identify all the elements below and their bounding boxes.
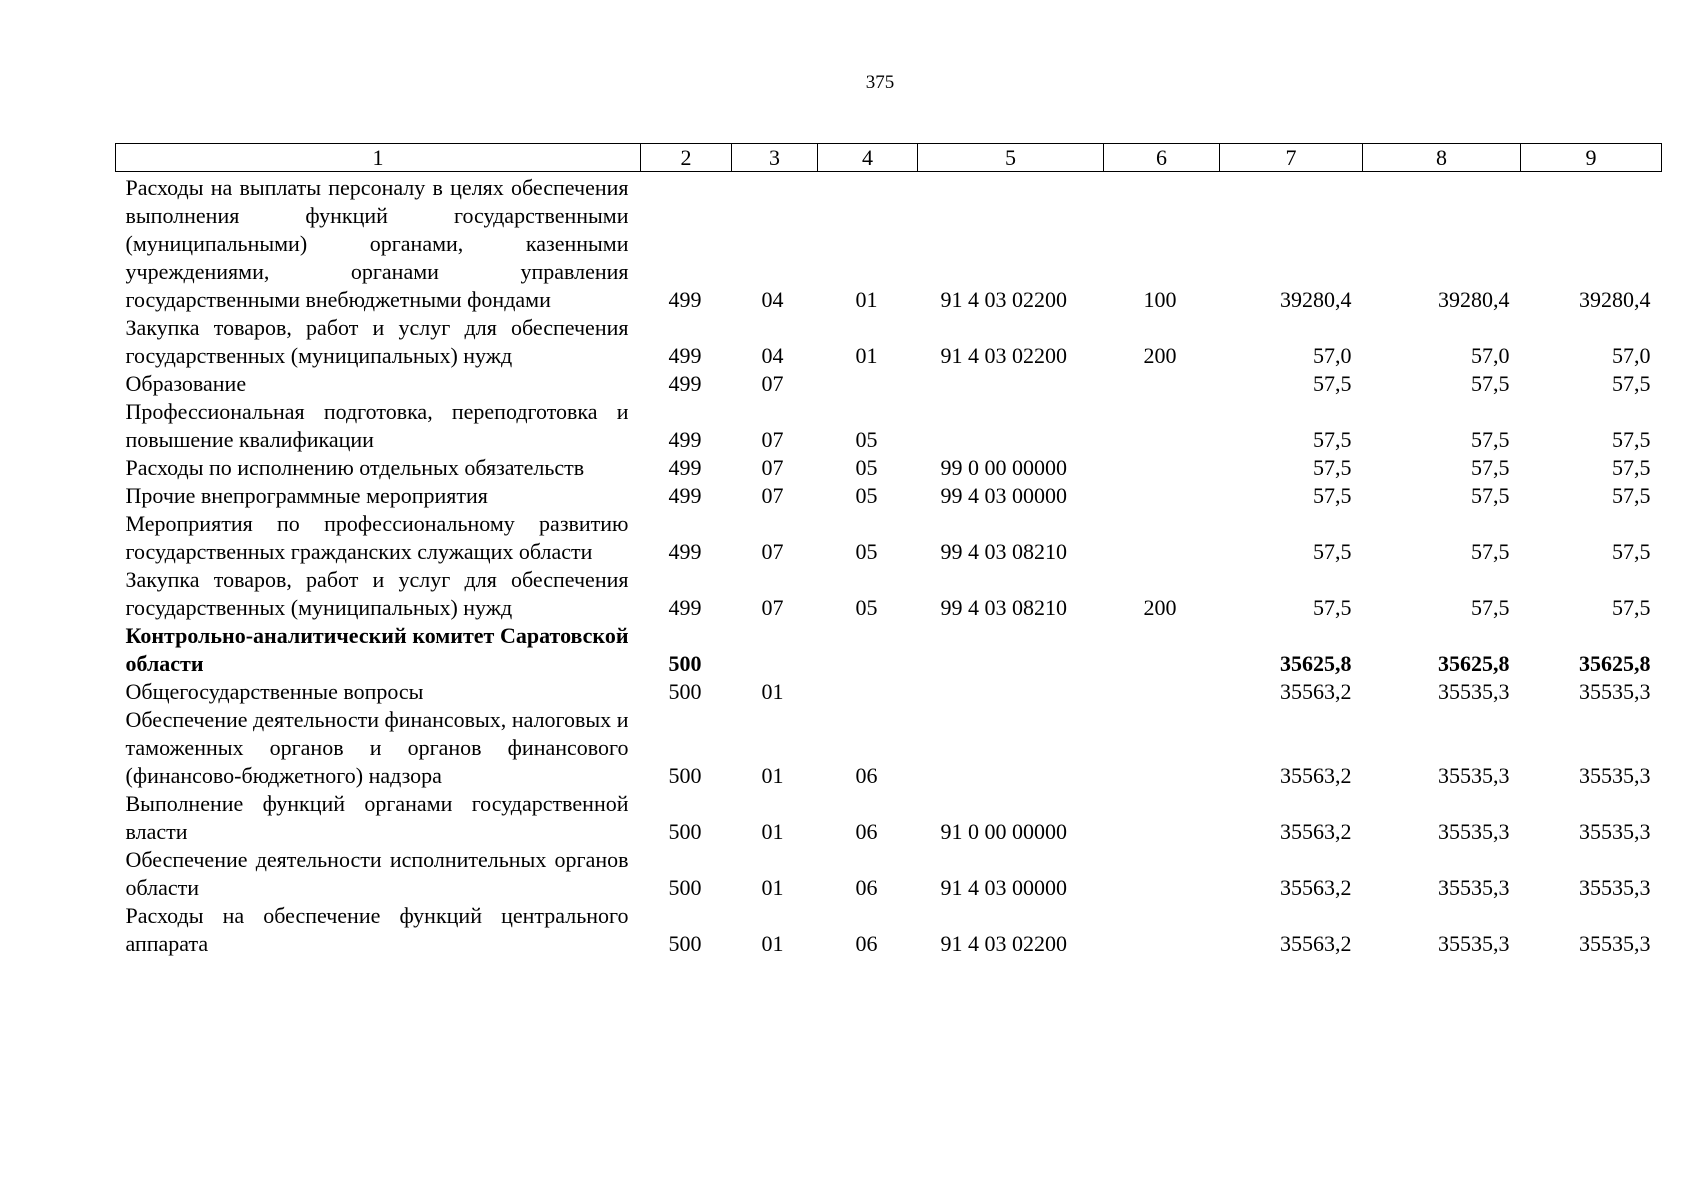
amount-col-7: 35625,8 — [1280, 651, 1352, 676]
amount-col-7: 57,5 — [1313, 371, 1352, 396]
ministry-code: 500 — [668, 931, 702, 956]
target-article-code — [918, 370, 1104, 398]
target-article-code: 91 4 03 02200 — [940, 343, 1067, 368]
target-article-code: 99 4 03 08210 — [940, 595, 1067, 620]
subsection-code: 06 — [855, 931, 878, 956]
ministry-code: 499 — [668, 343, 702, 368]
amount-col-8: 35535,3 — [1438, 875, 1510, 900]
amount-col-9: 39280,4 — [1579, 287, 1651, 312]
amount-col-7: 39280,4 — [1280, 287, 1352, 312]
amount-col-9: 57,5 — [1612, 595, 1651, 620]
ministry-code: 499 — [668, 455, 702, 480]
amount-col-9: 57,5 — [1612, 483, 1651, 508]
target-article-code: 99 0 00 00000 — [940, 455, 1067, 480]
table-row — [116, 370, 1662, 398]
column-header: 7 — [1220, 144, 1363, 172]
row-description: Обеспечение деятельности финансовых, налоговых и таможенных органов и органов финансового (финансово-бюджетного) надзора — [125, 707, 629, 788]
amount-col-7: 57,5 — [1313, 427, 1352, 452]
subsection-code — [818, 678, 918, 706]
amount-col-7: 35563,2 — [1280, 679, 1352, 704]
subsection-code: 06 — [855, 819, 878, 844]
ministry-code: 499 — [668, 427, 702, 452]
row-description: Общегосударственные вопросы — [125, 679, 424, 704]
expense-type-code — [1104, 706, 1220, 790]
table-row — [116, 566, 1662, 622]
section-code: 07 — [761, 539, 784, 564]
amount-col-9: 35535,3 — [1579, 679, 1651, 704]
section-code: 01 — [761, 679, 784, 704]
expense-type-code — [1104, 846, 1220, 902]
subsection-code — [818, 370, 918, 398]
subsection-code: 05 — [855, 455, 878, 480]
ministry-code: 499 — [668, 539, 702, 564]
subsection-code: 05 — [855, 427, 878, 452]
amount-col-8: 57,5 — [1471, 427, 1510, 452]
column-header: 6 — [1104, 144, 1220, 172]
table-row — [116, 790, 1662, 846]
column-header: 4 — [818, 144, 918, 172]
amount-col-8: 35535,3 — [1438, 679, 1510, 704]
amount-col-8: 57,5 — [1471, 539, 1510, 564]
expense-type-code: 100 — [1143, 287, 1177, 312]
column-header: 5 — [918, 144, 1104, 172]
row-description: Контрольно-аналитический комитет Саратовской области — [125, 623, 629, 676]
expense-type-code — [1104, 398, 1220, 454]
amount-col-9: 57,0 — [1612, 343, 1651, 368]
amount-col-8: 57,5 — [1471, 371, 1510, 396]
column-header: 2 — [641, 144, 732, 172]
column-header: 3 — [732, 144, 818, 172]
target-article-code — [918, 398, 1104, 454]
row-description: Профессиональная подготовка, переподготовка и повышение квалификации — [125, 399, 629, 452]
amount-col-7: 35563,2 — [1280, 875, 1352, 900]
amount-col-9: 57,5 — [1612, 427, 1651, 452]
table-row — [116, 398, 1662, 454]
amount-col-7: 57,5 — [1313, 595, 1352, 620]
row-description: Расходы на обеспечение функций центрального аппарата — [125, 903, 629, 956]
amount-col-7: 35563,2 — [1280, 763, 1352, 788]
amount-col-8: 35625,8 — [1438, 651, 1510, 676]
target-article-code — [918, 678, 1104, 706]
expense-type-code — [1104, 370, 1220, 398]
target-article-code: 91 4 03 02200 — [940, 931, 1067, 956]
page-number: 375 — [865, 72, 895, 93]
expense-type-code — [1104, 678, 1220, 706]
table-row — [116, 622, 1662, 678]
amount-col-8: 57,5 — [1471, 483, 1510, 508]
column-header: 1 — [116, 144, 641, 172]
amount-col-8: 35535,3 — [1438, 819, 1510, 844]
amount-col-9: 35625,8 — [1579, 651, 1651, 676]
amount-col-7: 35563,2 — [1280, 819, 1352, 844]
ministry-code: 500 — [668, 651, 702, 676]
amount-col-8: 57,0 — [1471, 343, 1510, 368]
row-description: Мероприятия по профессиональному развитию государственных гражданских служащих области — [125, 511, 629, 564]
column-header: 9 — [1521, 144, 1662, 172]
amount-col-8: 35535,3 — [1438, 931, 1510, 956]
row-description: Расходы на выплаты персоналу в целях обеспечения выполнения функций государственными (муниципальными) органами, казенными учреждениями, органами управления государственными внебюджетными фондами — [125, 175, 629, 312]
budget-table — [115, 143, 1662, 958]
table-row — [116, 846, 1662, 902]
subsection-code: 06 — [855, 875, 878, 900]
section-code: 01 — [761, 931, 784, 956]
amount-col-8: 39280,4 — [1438, 287, 1510, 312]
ministry-code: 500 — [668, 763, 702, 788]
row-description: Расходы по исполнению отдельных обязательств — [125, 455, 585, 480]
amount-col-7: 57,0 — [1313, 343, 1352, 368]
expense-type-code — [1104, 510, 1220, 566]
expense-type-code: 200 — [1143, 595, 1177, 620]
row-description: Прочие внепрограммные мероприятия — [125, 483, 488, 508]
amount-col-9: 35535,3 — [1579, 931, 1651, 956]
ministry-code: 500 — [668, 679, 702, 704]
expense-type-code — [1104, 902, 1220, 958]
section-code — [732, 622, 818, 678]
expense-type-code — [1104, 454, 1220, 482]
table-body — [116, 172, 1662, 959]
ministry-code: 500 — [668, 875, 702, 900]
amount-col-7: 35563,2 — [1280, 931, 1352, 956]
section-code: 07 — [761, 595, 784, 620]
subsection-code: 05 — [855, 595, 878, 620]
row-description: Закупка товаров, работ и услуг для обеспечения государственных (муниципальных) нужд — [125, 567, 629, 620]
target-article-code: 91 0 00 00000 — [940, 819, 1067, 844]
amount-col-8: 35535,3 — [1438, 763, 1510, 788]
target-article-code — [918, 706, 1104, 790]
amount-col-9: 35535,3 — [1579, 763, 1651, 788]
amount-col-7: 57,5 — [1313, 483, 1352, 508]
target-article-code — [918, 622, 1104, 678]
amount-col-9: 57,5 — [1612, 371, 1651, 396]
section-code: 04 — [761, 287, 784, 312]
subsection-code: 05 — [855, 483, 878, 508]
target-article-code: 91 4 03 00000 — [940, 875, 1067, 900]
row-description: Закупка товаров, работ и услуг для обеспечения государственных (муниципальных) нужд — [125, 315, 629, 368]
expense-type-code — [1104, 482, 1220, 510]
section-code: 01 — [761, 819, 784, 844]
amount-col-7: 57,5 — [1313, 455, 1352, 480]
table-row — [116, 482, 1662, 510]
section-code: 07 — [761, 483, 784, 508]
ministry-code: 499 — [668, 371, 702, 396]
row-description: Выполнение функций органами государственной власти — [125, 791, 629, 844]
amount-col-7: 57,5 — [1313, 539, 1352, 564]
subsection-code — [818, 622, 918, 678]
ministry-code: 499 — [668, 595, 702, 620]
subsection-code: 01 — [855, 343, 878, 368]
ministry-code: 499 — [668, 287, 702, 312]
subsection-code: 01 — [855, 287, 878, 312]
row-description: Образование — [125, 371, 247, 396]
amount-col-9: 57,5 — [1612, 455, 1651, 480]
target-article-code: 91 4 03 02200 — [940, 287, 1067, 312]
expense-type-code — [1104, 790, 1220, 846]
table-row — [116, 678, 1662, 706]
section-code: 07 — [761, 427, 784, 452]
section-code: 04 — [761, 343, 784, 368]
subsection-code: 05 — [855, 539, 878, 564]
header-row — [116, 144, 1662, 172]
target-article-code: 99 4 03 08210 — [940, 539, 1067, 564]
ministry-code: 500 — [668, 819, 702, 844]
amount-col-9: 57,5 — [1612, 539, 1651, 564]
section-code: 01 — [761, 875, 784, 900]
ministry-code: 499 — [668, 483, 702, 508]
table-row — [116, 454, 1662, 482]
expense-type-code: 200 — [1143, 343, 1177, 368]
table-row — [116, 314, 1662, 370]
table-row — [116, 902, 1662, 958]
amount-col-9: 35535,3 — [1579, 875, 1651, 900]
target-article-code: 99 4 03 00000 — [940, 483, 1067, 508]
section-code: 07 — [761, 371, 784, 396]
section-code: 07 — [761, 455, 784, 480]
table-row — [116, 172, 1662, 315]
amount-col-8: 57,5 — [1471, 455, 1510, 480]
row-description: Обеспечение деятельности исполнительных органов области — [125, 847, 629, 900]
amount-col-9: 35535,3 — [1579, 819, 1651, 844]
table-row — [116, 706, 1662, 790]
amount-col-8: 57,5 — [1471, 595, 1510, 620]
section-code: 01 — [761, 763, 784, 788]
table-row — [116, 510, 1662, 566]
expense-type-code — [1104, 622, 1220, 678]
subsection-code: 06 — [855, 763, 878, 788]
column-header: 8 — [1363, 144, 1521, 172]
